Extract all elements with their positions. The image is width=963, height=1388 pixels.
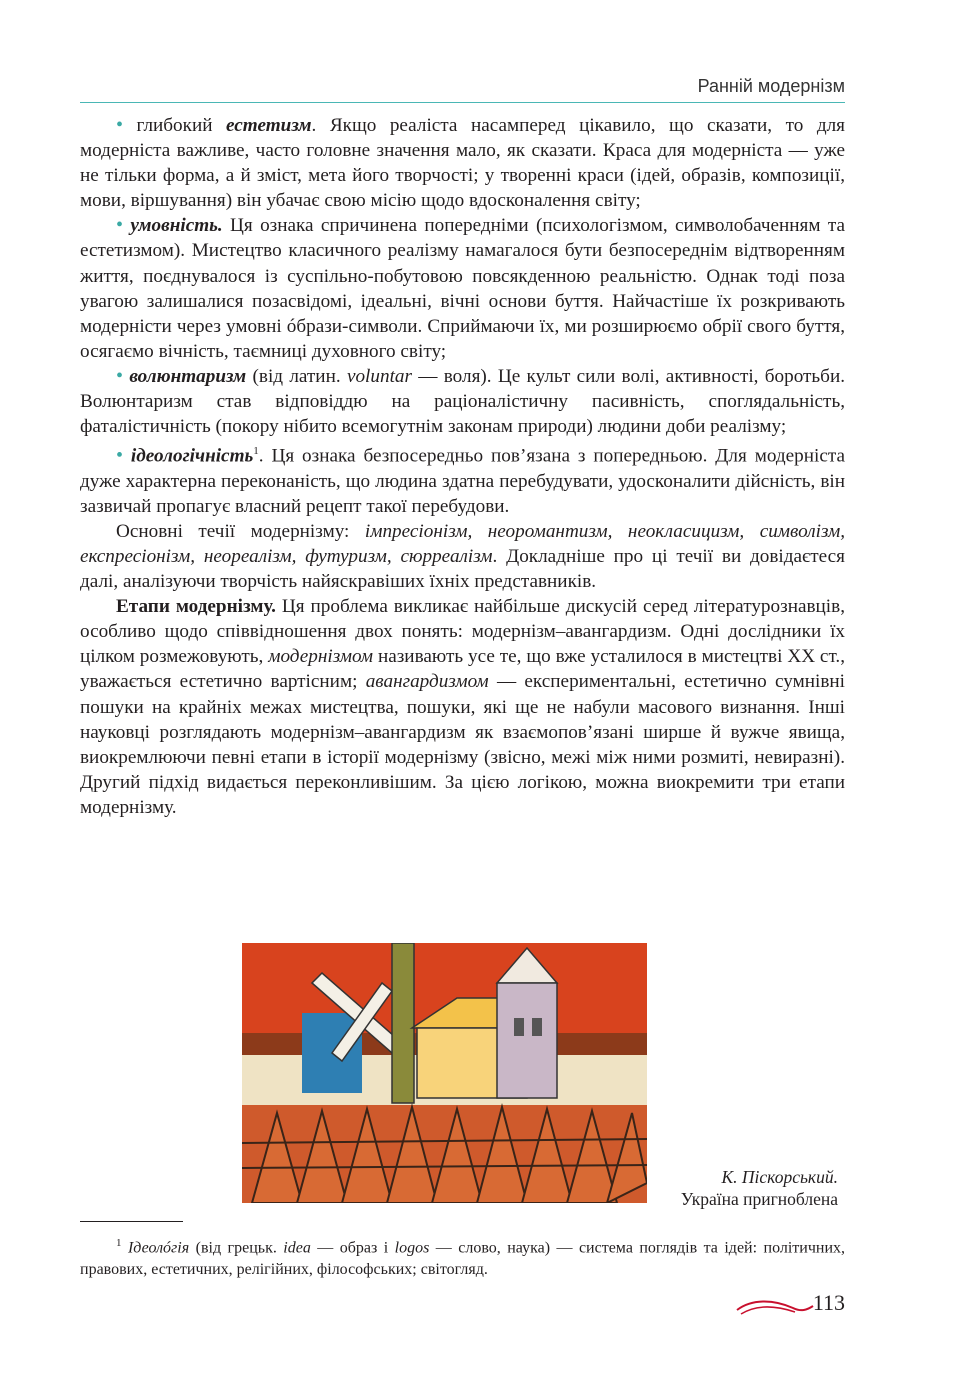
bullet-icon: • — [116, 444, 124, 467]
footnote-marker: 1 — [116, 1237, 122, 1249]
header-title: Ранній модернізм — [697, 76, 845, 96]
ornament-icon — [735, 1296, 815, 1320]
paragraph-conventionality: • умовність. Ця ознака спричинена попередніми (психологізмом, символобаченням та естетизмом). Мистецтво класичного реалізму намагалося бути безпосереднім відтворенням життя, поєднувалося із суспільно-побутовою повсякденною реальністю. Однак тоді поза увагою залишалися позасвідомі, ідеальні, вічні основи буття. Найчастіше їх розкривають модерністи через умовні óбрази-символи. Сприймаючи їх, ми розширюємо обрії свого буття, осягаємо вічність, таємниці духовного світу; — [80, 214, 845, 362]
term-conventionality: умовність. — [130, 215, 223, 237]
paragraph-stages: Етапи модернізму. Ця проблема викликає найбільше дискусій серед літературознавців, особливо щодо співвідношення двох понять: модернізм–авангардизм. Одні дослідники їх цілком розмежовують, модернізмом називають усе те, що вже усталилося в мистецтві ХХ ст., уважається естетично вартісним; авангардизмом — експериментальні, естетично сумнівні пошуки на крайніх межах мистецтва, пошуки, які ще не набули масового визнання. Інші науковці розглядають модернізм–авангардизм як взаємопов’язані ширше й вужче явища, виокремлюючи певні етапи в історії модернізму (звісно, межі між ними розмиті, невиразні). Другий підхід видається переконливішим. За цією логікою, можна виокремити три етапи модернізму. — [80, 596, 845, 818]
footnote-ref[interactable]: 1 — [253, 445, 259, 458]
footnote: $^1$ Ідеолóгія (від грецьк. idea — образ і logos — слово, наука) — система поглядів та ідей: політичних, правових, естетичних, релігійних, філософських; світогляд. — [80, 1237, 846, 1279]
footnote-term: Ідеолóгія — [127, 1239, 190, 1257]
movements-list: імпресіонізм, неоромантизм, неокласицизм, символізм, експресіонізм, неореалізм, футуризм, сюрреалізм — [80, 520, 845, 567]
main-text — [80, 113, 845, 820]
page-number: 113 — [812, 1290, 845, 1315]
paragraph-aestheticism: • глибокий естетизм. Якщо реаліста насамперед цікавило, що сказати, то для модерніста важливе, часто головне значення мало, як сказати. Краса для модерніста — уже не тільки форма, а й зміст, мета його творчості; у творенні краси (ідей, образів, композиції, мови, віршування) він убачає свою місію щодо вдосконалення світу; — [80, 114, 845, 212]
bullet-icon: • — [116, 114, 124, 136]
caption-author: К. Піскорський. — [721, 1167, 838, 1187]
running-header — [80, 68, 845, 103]
bullet-icon: • — [116, 364, 124, 387]
footnote-divider — [80, 1221, 183, 1222]
paragraph-ideology: • ідеологічність$^1$. Ця ознака безпосередньо пов’язана з попередньою. Для модерніста дуже характерна переконаність, що людина здатна перебудувати, удосконалити дійсність, він зазвичай пропагує власний рецепт такої перебудови. — [80, 444, 845, 517]
term-ideology: ідеологічність — [130, 445, 254, 467]
stages-heading: Етапи модернізму. — [116, 596, 276, 618]
latin-word: voluntar — [346, 365, 412, 387]
term-aestheticism: естетизм — [226, 115, 312, 136]
term-voluntarism: волюнтаризм — [129, 365, 247, 387]
figure-caption — [681, 1166, 838, 1210]
caption-title: Україна пригноблена — [680, 1189, 838, 1209]
paragraph-voluntarism: • волюнтаризм (від латин. voluntar — воля). Це культ сили волі, активності, боротьби. Волюнтаризм став відповіддю на раціоналістичну пасивність, споглядальність, фаталістичність (покору нібито всемогутнім законам природи) людини доби реалізму; — [80, 364, 846, 438]
painting-image — [242, 943, 647, 1203]
paragraph-movements: Основні течії модернізму: імпресіонізм, неоромантизм, неокласицизм, символізм, експресіонізм, неореалізм, футуризм, сюрреалізм. Докладніше про ці течії ви довідаєтеся далі, аналізуючи творчість найяскравіших їхніх представників. — [80, 520, 845, 593]
bullet-icon: • — [116, 214, 124, 237]
